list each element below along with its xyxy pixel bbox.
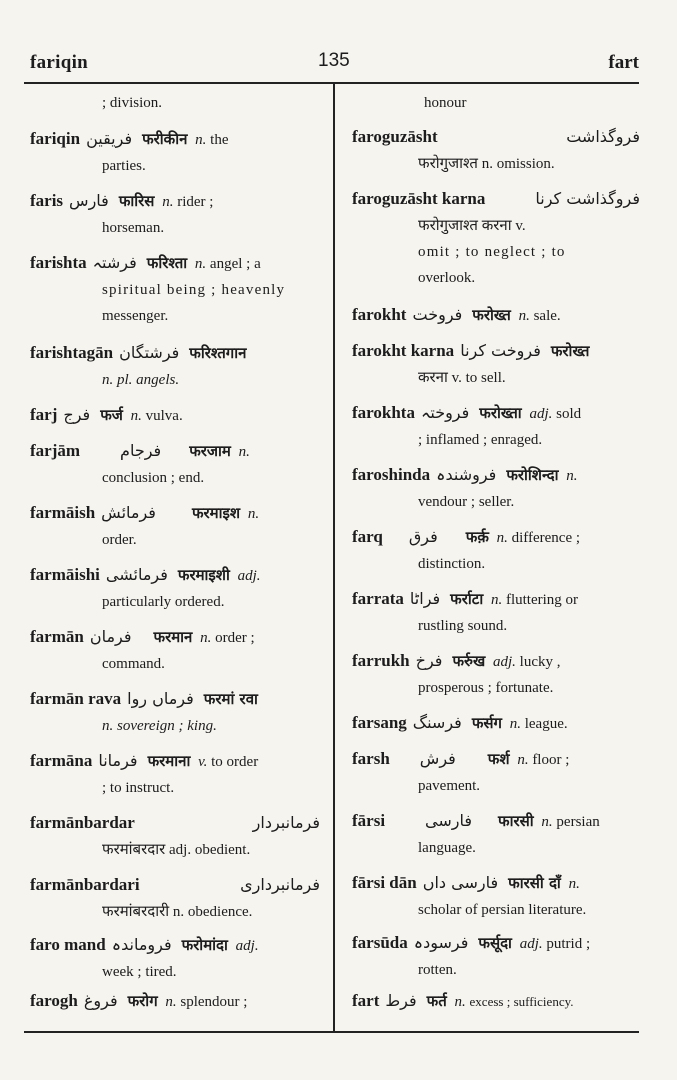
page-number: 135 bbox=[318, 50, 350, 71]
entry-urdu: فرج bbox=[63, 405, 91, 424]
entry-hindi: फरोग bbox=[127, 992, 158, 1010]
entry-urdu: فارسی bbox=[425, 811, 473, 830]
dictionary-entry bbox=[30, 500, 320, 553]
entry-continuation: omit ; to neglect ; to bbox=[418, 244, 566, 260]
entry-hindi: फर्ज bbox=[100, 406, 123, 424]
entry-urdu: فرماں روا bbox=[127, 689, 194, 708]
dictionary-entry bbox=[30, 872, 320, 925]
entry-hindi: फर्श bbox=[487, 750, 510, 768]
entry-headword: fārsi dān bbox=[352, 873, 417, 892]
entry-urdu: فروشندہ bbox=[436, 465, 497, 484]
footer-rule bbox=[24, 1031, 639, 1033]
entry-hindi: फरिश्तगान bbox=[189, 344, 247, 362]
entry-gloss: floor ; bbox=[532, 752, 570, 768]
entry-headword: farishtagān bbox=[30, 343, 114, 362]
entry-pos: n. bbox=[509, 716, 521, 732]
dictionary-entry bbox=[352, 746, 640, 799]
entry-headword: farsang bbox=[352, 713, 407, 732]
dictionary-entry bbox=[30, 250, 320, 329]
entry-hindi: फरोशिन्दा bbox=[506, 466, 559, 484]
entry-pos: adj. bbox=[529, 406, 553, 422]
entry-continuation: overlook. bbox=[418, 270, 476, 286]
entry-continuation: ; inflamed ; enraged. bbox=[418, 432, 543, 448]
entry-hindi: फर्त bbox=[426, 992, 447, 1010]
entry-headword: farsūda bbox=[352, 933, 408, 952]
entry-urdu: فروگذاشت کرنا bbox=[535, 189, 640, 208]
entry-continuation: ; to instruct. bbox=[102, 780, 175, 796]
dictionary-entry bbox=[30, 686, 320, 739]
entry-pos: n. bbox=[566, 468, 578, 484]
entry-continuation: फरमांबरदार adj. obedient. bbox=[102, 842, 251, 858]
entry-continuation: फरमांबरदारी n. obedience. bbox=[102, 904, 253, 920]
entry-continuation: pavement. bbox=[418, 778, 481, 794]
entry-headword: farrata bbox=[352, 589, 404, 608]
dictionary-entry bbox=[30, 438, 320, 491]
entry-gloss: order ; bbox=[215, 630, 255, 646]
entry-headword: farq bbox=[352, 527, 383, 546]
entry-gloss: difference ; bbox=[511, 530, 581, 546]
entry-gloss: excess ; sufficiency. bbox=[469, 994, 574, 1009]
entry-urdu: فرمان bbox=[89, 627, 132, 646]
dictionary-entry bbox=[30, 90, 320, 116]
entry-urdu: فرمائش bbox=[101, 503, 156, 522]
dictionary-entry bbox=[30, 126, 320, 179]
dictionary-entry bbox=[352, 586, 640, 639]
entry-pos: n. bbox=[568, 876, 580, 892]
entry-hindi: फरीकीन bbox=[142, 130, 188, 148]
dictionary-entry bbox=[352, 648, 640, 701]
entry-pos: n. bbox=[496, 530, 508, 546]
entry-hindi: फरोख्त bbox=[550, 342, 590, 360]
entry-urdu: فرسنگ bbox=[412, 713, 462, 732]
entry-hindi: फरजाम bbox=[189, 442, 231, 460]
entry-headword: farj bbox=[30, 405, 58, 424]
entry-hindi: फरमान bbox=[153, 628, 193, 646]
dictionary-entry bbox=[30, 810, 320, 863]
header-rule bbox=[24, 82, 639, 84]
entry-urdu: فریقین bbox=[86, 129, 133, 148]
entry-urdu: فروخت bbox=[412, 305, 463, 324]
entry-urdu: فرجام bbox=[120, 441, 162, 460]
entry-gloss: persian bbox=[556, 814, 600, 830]
entry-gloss: rider ; bbox=[177, 194, 214, 210]
entry-pos: n. bbox=[162, 194, 174, 210]
entry-pos: adj. bbox=[237, 568, 261, 584]
entry-headword: farsh bbox=[352, 749, 390, 768]
entry-continuation: week ; tired. bbox=[102, 964, 177, 980]
entry-gloss: league. bbox=[524, 716, 568, 732]
entry-headword: farokht karna bbox=[352, 341, 455, 360]
entry-urdu: فرمائشی bbox=[105, 565, 168, 584]
dictionary-entry bbox=[352, 988, 640, 1015]
page-header bbox=[0, 46, 677, 80]
column-divider bbox=[333, 84, 335, 1032]
dictionary-entry bbox=[352, 930, 640, 983]
entry-pos: n. bbox=[517, 752, 529, 768]
entry-headword: farokht bbox=[352, 305, 407, 324]
entry-hindi: फारसी bbox=[498, 812, 534, 830]
entry-gloss: sold bbox=[556, 406, 582, 422]
entry-hindi: फारसी दाँ bbox=[508, 874, 561, 892]
entry-pos: n. bbox=[195, 132, 207, 148]
entry-hindi: फरमां रवा bbox=[203, 690, 258, 708]
entry-continuation: करना v. to sell. bbox=[418, 370, 506, 386]
entry-hindi: फरिश्ता bbox=[146, 254, 188, 272]
entry-hindi: फर्सूदा bbox=[478, 934, 512, 952]
dictionary-entry bbox=[352, 302, 640, 329]
entry-urdu: فروغ bbox=[83, 991, 118, 1010]
entry-continuation: n. sovereign ; king. bbox=[102, 718, 217, 734]
entry-continuation: particularly ordered. bbox=[102, 594, 225, 610]
dictionary-entry bbox=[352, 710, 640, 737]
entry-headword: faroguzāsht bbox=[352, 127, 438, 146]
entry-headword: fart bbox=[352, 991, 380, 1010]
entry-headword: farmāishi bbox=[30, 565, 100, 584]
entry-urdu: فراٹا bbox=[409, 589, 441, 608]
entry-pos: adj. bbox=[493, 654, 516, 670]
entry-headword: farmān rava bbox=[30, 689, 122, 708]
entry-continuation: rotten. bbox=[418, 962, 457, 978]
entry-hindi: फरमाना bbox=[147, 752, 191, 770]
dictionary-entry bbox=[352, 400, 640, 453]
entry-gloss: ; division. bbox=[102, 95, 163, 111]
dictionary-entry bbox=[352, 524, 640, 577]
entry-headword: fārsi bbox=[352, 811, 386, 830]
entry-gloss: putrid ; bbox=[546, 936, 591, 952]
entry-urdu: فروخت کرنا bbox=[460, 341, 541, 360]
entry-urdu: فروماندہ bbox=[111, 935, 172, 954]
dictionary-entry bbox=[352, 870, 640, 923]
entry-continuation: language. bbox=[418, 840, 476, 856]
entry-pos: n. bbox=[247, 506, 260, 522]
entry-gloss: sale. bbox=[533, 308, 561, 324]
entry-headword: farjām bbox=[30, 441, 81, 460]
entry-urdu: فرمانبردار bbox=[252, 813, 320, 832]
entry-headword: faroshinda bbox=[352, 465, 431, 484]
entry-continuation: scholar of persian literature. bbox=[418, 902, 587, 918]
entry-hindi: फरमाइशी bbox=[177, 566, 230, 584]
entry-pos: n. bbox=[194, 256, 207, 272]
entry-urdu: فرط bbox=[385, 991, 417, 1010]
entry-urdu: فروختہ bbox=[420, 403, 470, 422]
dictionary-entry bbox=[30, 340, 320, 393]
entry-continuation: vendour ; seller. bbox=[418, 494, 515, 510]
entry-headword: farmāish bbox=[30, 503, 96, 522]
entry-gloss: vulva. bbox=[145, 408, 183, 424]
dictionary-entry bbox=[352, 462, 640, 515]
entry-continuation: prosperous ; fortunate. bbox=[418, 680, 554, 696]
dictionary-entry bbox=[352, 338, 640, 391]
dictionary-entry bbox=[352, 808, 640, 861]
guide-word-left: fariqin bbox=[30, 52, 89, 73]
entry-continuation: horseman. bbox=[102, 220, 165, 236]
entry-pos: adj. bbox=[235, 938, 259, 954]
dictionary-entry bbox=[30, 624, 320, 677]
entry-headword: faroguzāsht karna bbox=[352, 189, 486, 208]
dictionary-entry bbox=[352, 186, 640, 291]
entry-hindi: फरोख्त bbox=[472, 306, 511, 324]
entry-continuation: फरोगुजाश्त करना v. bbox=[418, 218, 526, 234]
entry-hindi: फर्रुख bbox=[452, 652, 486, 670]
entry-gloss: lucky , bbox=[519, 654, 561, 670]
entry-pos: n. bbox=[238, 444, 250, 460]
entry-continuation: parties. bbox=[102, 158, 146, 174]
entry-urdu: فرق bbox=[408, 527, 438, 546]
dictionary-entry bbox=[30, 562, 320, 615]
entry-urdu: فارسی داں bbox=[422, 873, 499, 892]
entry-headword: farrukh bbox=[352, 651, 410, 670]
entry-headword: farmān bbox=[30, 627, 84, 646]
entry-hindi: फरमाइश bbox=[191, 504, 241, 522]
entry-gloss: honour bbox=[424, 95, 467, 111]
entry-urdu: فرخ bbox=[415, 651, 443, 670]
entry-hindi: फर्राटा bbox=[450, 590, 484, 608]
entry-urdu: فروگذاشت bbox=[566, 127, 640, 146]
entry-headword: farokhta bbox=[352, 403, 415, 422]
dictionary-entry bbox=[352, 124, 640, 177]
entry-headword: farishta bbox=[30, 253, 87, 272]
entry-pos: v. bbox=[198, 754, 208, 770]
entry-continuation: messenger. bbox=[102, 308, 169, 324]
entry-gloss: the bbox=[210, 132, 229, 148]
entry-hindi: फरोख्ता bbox=[479, 404, 522, 422]
entry-hindi: फर्क़ bbox=[465, 528, 489, 546]
entry-urdu: فرشتہ bbox=[92, 253, 137, 272]
dictionary-entry bbox=[30, 402, 320, 429]
entry-pos: n. bbox=[130, 408, 142, 424]
entry-pos: n. bbox=[541, 814, 553, 830]
entry-headword: farmānbardari bbox=[30, 875, 140, 894]
entry-urdu: فارس bbox=[69, 191, 109, 210]
entry-pos: n. bbox=[490, 592, 503, 608]
entry-hindi: फरोमांदा bbox=[181, 936, 228, 954]
entry-pos: n. bbox=[518, 308, 530, 324]
entry-pos: n. bbox=[454, 994, 466, 1010]
entry-headword: faris bbox=[30, 191, 64, 210]
entry-gloss: to order bbox=[211, 754, 259, 770]
entry-headword: faro mand bbox=[30, 935, 106, 954]
entry-urdu: فرسودہ bbox=[413, 933, 469, 952]
entry-continuation: conclusion ; end. bbox=[102, 470, 205, 486]
entry-headword: farogh bbox=[30, 991, 78, 1010]
entry-continuation: फरोगुजाश्त n. omission. bbox=[418, 156, 555, 172]
entry-urdu: فرش bbox=[419, 749, 456, 768]
entry-gloss: fluttering or bbox=[505, 592, 579, 608]
entry-continuation: spiritual being ; heavenly bbox=[102, 282, 286, 298]
entry-hindi: फारिस bbox=[118, 192, 155, 210]
dictionary-entry bbox=[30, 188, 320, 241]
entry-urdu: فرمانا bbox=[98, 751, 138, 770]
dictionary-entry bbox=[30, 988, 320, 1015]
dictionary-entry bbox=[30, 932, 320, 985]
entry-headword: farmāna bbox=[30, 751, 93, 770]
entry-continuation: command. bbox=[102, 656, 165, 672]
guide-word-right: fart bbox=[608, 52, 639, 73]
entry-gloss: splendour ; bbox=[180, 994, 248, 1010]
entry-continuation: order. bbox=[102, 532, 137, 548]
entry-urdu: فرمانبرداری bbox=[240, 875, 320, 894]
entry-pos: n. bbox=[165, 994, 177, 1010]
dictionary-entry bbox=[352, 90, 640, 116]
entry-headword: fariqin bbox=[30, 129, 81, 148]
entry-urdu: فرشتگان bbox=[119, 343, 180, 362]
entry-pos: n. bbox=[200, 630, 212, 646]
entry-gloss: angel ; a bbox=[209, 256, 261, 272]
entry-continuation: rustling sound. bbox=[418, 618, 508, 634]
dictionary-entry bbox=[30, 748, 320, 801]
entry-pos: adj. bbox=[519, 936, 543, 952]
entry-headword: farmānbardar bbox=[30, 813, 135, 832]
entry-hindi: फर्सग bbox=[471, 714, 502, 732]
entry-continuation: distinction. bbox=[418, 556, 486, 572]
entry-continuation: n. pl. angels. bbox=[102, 372, 180, 388]
